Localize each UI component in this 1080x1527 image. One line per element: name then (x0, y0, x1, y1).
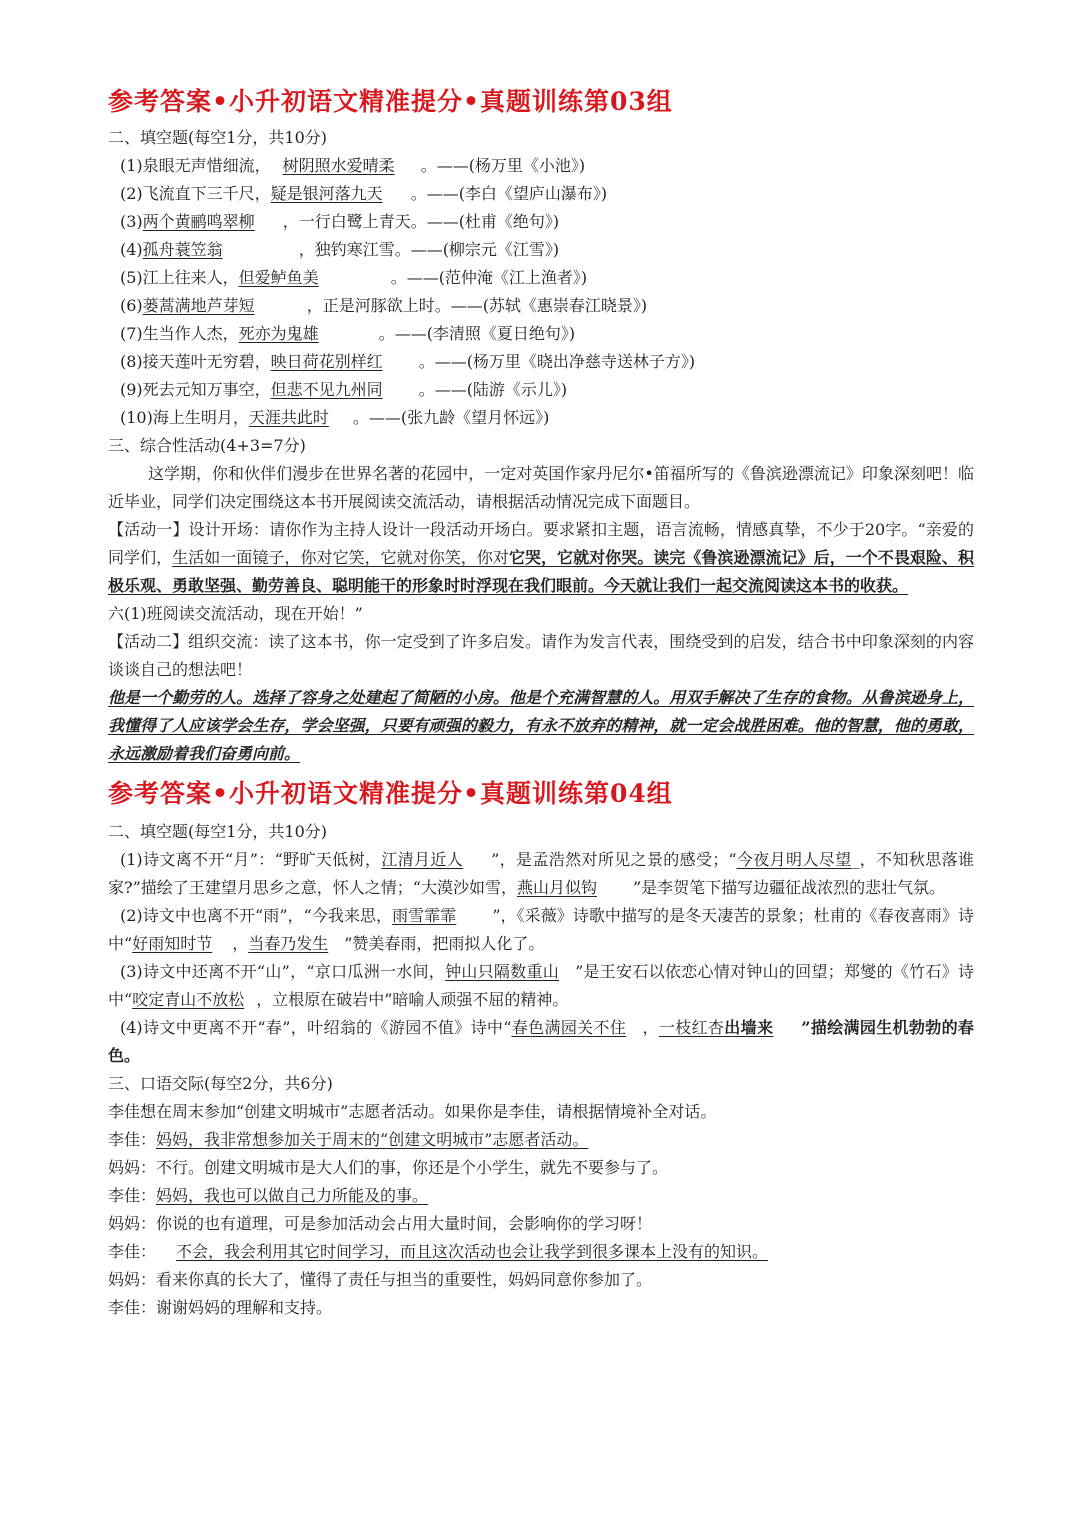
g04-dialog (108, 1126, 974, 1322)
item-source: 。——(李白《望庐山瀑布》) (410, 184, 608, 203)
question-answer: 燕山月似钩 (516, 878, 597, 897)
question-text: (4)诗文中更离不开“春”，叶绍翁的《游园不值》诗中“ (120, 1018, 512, 1037)
g03-item-4 (108, 236, 974, 264)
g03-fill-in-list (108, 152, 974, 432)
speaker-label: 妈妈： (108, 1158, 157, 1177)
question-answer: 雨雪霏霏 (392, 906, 457, 925)
item-prompt: (10)海上生明月， (120, 408, 249, 427)
item-source: 。——(杨万里《小池》) (420, 156, 586, 175)
activity-1-answer-part-1: 生活如一面镜子，你对它笑，它就对你笑，你对 (172, 548, 509, 567)
question-text: ， (232, 934, 249, 953)
dialog-line (108, 1294, 974, 1322)
question-text: ， (642, 1018, 659, 1037)
question-answer: 今夜月明人尽望 (736, 850, 852, 869)
item-source: 。——(杨万里《晓出净慈寺送林子方》) (418, 352, 696, 371)
answer-sheet (108, 80, 974, 1322)
dialog-answer: 妈妈，我也可以做自己力所能及的事。 (156, 1186, 429, 1205)
g03-section-2-heading: 二、填空题(每空1分，共10分) (108, 128, 328, 147)
question-text: (1)诗文离不开“月”：“野旷天低树， (120, 850, 382, 869)
question-text: ”，《采薇》诗歌中描写的是冬天凄苦的景象；杜甫的《春夜喜雨》诗中“ (108, 906, 974, 953)
question-answer-bold: 出墙来 (724, 1018, 774, 1037)
question-answer: 当春乃发生 (248, 934, 329, 953)
g03-activity-intro: 这学期，你和伙伴们漫步在世界名著的花园中，一定对英国作家丹尼尔•笛福所写的《鲁滨逊漂流记》印象深刻吧！临近毕业，同学们决定围绕这本书开展阅读交流活动，请根据活动情况完成下面题目。 (108, 464, 974, 511)
item-answer: 但爱鲈鱼美 (238, 268, 319, 287)
item-answer: 疑是银河落九天 (270, 184, 383, 203)
dialog-text: 不行。创建文明城市是大人们的事，你还是个小学生，就先不要参与了。 (156, 1158, 669, 1177)
activity-1-prompt: 【活动一】设计开场：请你作为主持人设计一段活动开场白。要求紧扣主题，语言流畅，情感真挚，不少于20字。“亲爱的同学们， (108, 520, 974, 567)
speaker-label: 李佳： (108, 1130, 157, 1149)
g03-activity-1 (108, 516, 974, 600)
item-source: 。——(张九龄《望月怀远》) (352, 408, 550, 427)
speaker-label: 妈妈： (108, 1270, 157, 1289)
question-text: (2)诗文中也离不开“雨”，“今我来思， (120, 906, 393, 925)
dialog-line (108, 1266, 974, 1294)
question-answer: 一枝红杏 (658, 1018, 725, 1037)
dialog-answer: 不会，我会利用其它时间学习，而且这次活动也会让我学到很多课本上没有的知识。 (176, 1242, 769, 1261)
question-text: ”，是孟浩然对所见之景的感受；“ (491, 850, 737, 869)
speaker-label: 妈妈： (108, 1214, 157, 1233)
item-prompt: (3) (120, 212, 143, 231)
item-source: ，正是河豚欲上时。——(苏轼《惠崇春江晓景》) (306, 296, 648, 315)
g03-item-6 (108, 292, 974, 320)
question-text: ”描绘满园生机勃勃的春色。 (108, 1018, 974, 1065)
g04-question-4 (108, 1014, 974, 1070)
item-answer: 死亦为鬼雄 (238, 324, 319, 343)
g03-item-10 (108, 404, 974, 432)
question-text: ”赞美春雨，把雨拟人化了。 (344, 934, 545, 953)
item-prompt: (5)江上往来人， (120, 268, 239, 287)
g04-section-3-heading: 三、口语交际(每空2分，共6分) (108, 1074, 333, 1093)
question-text: ”是王安石以依恋心情对钟山的回望；郑燮的《竹石》诗中“ (108, 962, 974, 1009)
question-text: (3)诗文中还离不开“山”，“京口瓜洲一水间， (120, 962, 446, 981)
item-answer: 映日荷花别样红 (270, 352, 383, 371)
question-text: ，立根原在破岩中”暗喻人顽强不屈的精神。 (256, 990, 569, 1009)
item-source: 。——(范仲淹《江上渔者》) (390, 268, 588, 287)
item-prompt: (4) (120, 240, 143, 259)
item-answer: 两个黄鹂鸣翠柳 (142, 212, 255, 231)
item-source: 。——(陆游《示儿》) (418, 380, 568, 399)
question-text: _，不知秋思落谁家?”描绘了王建望月思乡之意，怀人之情；“大漠沙如雪， (108, 850, 974, 897)
question-answer: 咬定青山不放松 (132, 990, 245, 1009)
item-answer: 树阴照水爱晴柔 (282, 156, 395, 175)
g04-question-1 (108, 846, 974, 902)
g04-question-3 (108, 958, 974, 1014)
item-prompt: (2)飞流直下三千尺， (120, 184, 271, 203)
question-answer: 好雨知时节 (132, 934, 213, 953)
g03-activity-2-prompt: 【活动二】组织交流：读了这本书，你一定受到了许多启发。请作为发言代表，围绕受到的启发，结合书中印象深刻的内容谈谈自己的想法吧！ (108, 632, 974, 679)
item-prompt: (9)死去元知万事空， (120, 380, 271, 399)
dialog-text: 你说的也有道理，可是参加活动会占用大量时间，会影响你的学习呀！ (156, 1214, 653, 1233)
dialog-line (108, 1154, 974, 1182)
item-source: ，一行白鹭上青天。——(杜甫《绝句》) (282, 212, 560, 231)
question-answer: 江清月近人 (381, 850, 464, 869)
speaker-label: 李佳： (108, 1298, 157, 1317)
g04-dialog-intro: 李佳想在周末参加“创建文明城市”志愿者活动。如果你是李佳，请根据情境补全对话。 (108, 1102, 717, 1121)
g03-item-1 (108, 152, 974, 180)
g04-section-2-heading: 二、填空题(每空1分，共10分) (108, 822, 328, 841)
item-prompt: (8)接天莲叶无穷碧， (120, 352, 271, 371)
g03-item-9 (108, 376, 974, 404)
dialog-answer: 妈妈，我非常想参加关于周末的“创建文明城市”志愿者活动。 (156, 1130, 589, 1149)
g03-activity-2-answer: 他是一个勤劳的人。选择了容身之处建起了简陋的小房。他是个充满智慧的人。用双手解决了生存的食物。从鲁滨逊身上，我懂得了人应该学会生存，学会坚强，只要有顽强的毅力，有永不放弃的精神，就一定会战胜困难。他的智慧，他的勇敢，永远激励着我们奋勇向前。 (108, 688, 974, 763)
g03-item-7 (108, 320, 974, 348)
g03-item-5 (108, 264, 974, 292)
speaker-label: 李佳： (108, 1186, 157, 1205)
speaker-label: 李佳： (108, 1242, 157, 1261)
item-source: ，独钓寒江雪。——(柳宗元《江雪》) (298, 240, 560, 259)
item-prompt: (7)生当作人杰， (120, 324, 239, 343)
dialog-line (108, 1182, 974, 1210)
item-answer: 蒌蒿满地芦芽短 (142, 296, 255, 315)
item-prompt: (1)泉眼无声惜细流， (120, 156, 271, 175)
group-04-title: 参考答案•小升初语文精准提分•真题训练第04组 (108, 779, 673, 808)
activity-1-answer-part-2: 它哭，它就对你哭。读完《鲁滨逊漂流记》后，一个不畏艰险、积极乐观、勇敢坚强、勤劳善良、聪明能干的形象时时浮现在我们眼前。今天就让我们一起交流阅读这本书的收获。 (108, 548, 974, 595)
g03-activity-1-ending: 六(1)班阅读交流活动，现在开始！” (108, 604, 363, 623)
item-answer: 但悲不见九州同 (270, 380, 383, 399)
g03-item-2 (108, 180, 974, 208)
question-answer: 春色满园关不住 (511, 1018, 627, 1037)
item-answer: 天涯共此时 (248, 408, 329, 427)
item-answer: 孤舟蓑笠翁 (142, 240, 223, 259)
g03-section-3-heading: 三、综合性活动(4+3=7分) (108, 436, 306, 455)
dialog-text: 谢谢妈妈的理解和支持。 (156, 1298, 333, 1317)
dialog-text: 看来你真的长大了，懂得了责任与担当的重要性，妈妈同意你参加了。 (156, 1270, 653, 1289)
group-03-title: 参考答案•小升初语文精准提分•真题训练第03组 (108, 87, 673, 116)
g04-question-2 (108, 902, 974, 958)
dialog-line (108, 1238, 974, 1266)
dialog-line (108, 1210, 974, 1238)
g03-item-3 (108, 208, 974, 236)
question-answer: 钟山只隔数重山 (445, 962, 560, 981)
g03-item-8 (108, 348, 974, 376)
item-prompt: (6) (120, 296, 143, 315)
dialog-line (108, 1126, 974, 1154)
item-source: 。——(李清照《夏日绝句》) (378, 324, 576, 343)
question-text: ”是李贺笔下描写边疆征战浓烈的悲壮气氛。 (632, 878, 946, 897)
